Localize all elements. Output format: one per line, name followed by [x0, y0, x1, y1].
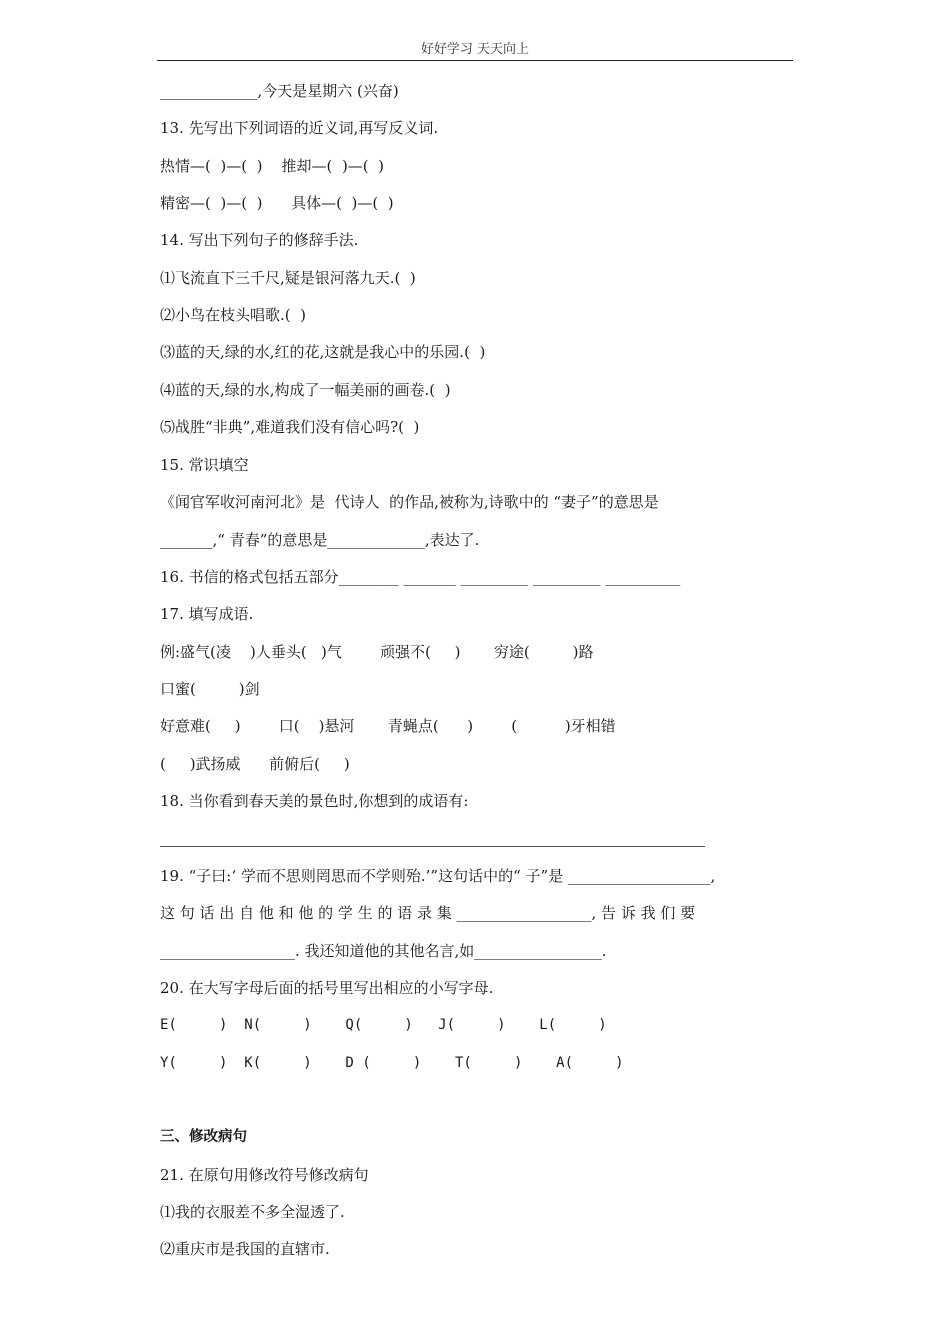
q14-item-1: ⑴飞流直下三千尺,疑是银河落九天.( ) — [160, 269, 416, 287]
question-17: 17. 填写成语. — [160, 605, 254, 623]
q17-row-3: 好意难( ) 口( )悬河 青蝇点( ) ( )牙相错 — [160, 717, 616, 735]
q17-row-2: 口蜜( )剑 — [160, 680, 260, 698]
q21-item-1: ⑴我的衣服差不多全湿透了. — [160, 1203, 345, 1221]
q15-line-2: _______,“ 青春”的意思是_____________,表达了. — [160, 531, 480, 549]
question-14: 14. 写出下列句子的修辞手法. — [160, 231, 359, 249]
q17-row-4: ( )武扬威 前俯后( ) — [160, 755, 350, 773]
section-title-3: 三、修改病句 — [160, 1129, 247, 1145]
q13-row-1: 热情—( )—( ) 推却—( )—( ) — [160, 157, 385, 175]
header-divider — [157, 60, 793, 61]
q14-item-3: ⑶蓝的天,绿的水,红的花,这就是我心中的乐园.( ) — [160, 343, 486, 361]
question-13: 13. 先写出下列词语的近义词,再写反义词. — [160, 119, 439, 137]
q20-row-1: E( ) N( ) Q( ) J( ) L( ) — [160, 1017, 607, 1033]
q14-item-4: ⑷蓝的天,绿的水,构成了一幅美丽的画卷.( ) — [160, 381, 451, 399]
q13-row-2: 精密—( )—( ) 具体—( )—( ) — [160, 194, 394, 212]
question-16: 16. 书信的格式包括五部分________ _______ _________ _________ __________ — [160, 568, 681, 586]
fill-line-saturday: _____________,今天是星期六 (兴奋) — [160, 82, 399, 100]
q17-row-1: 例:盛气(凌 )人垂头( )气 顽强不( ) 穷途( )路 — [160, 643, 594, 661]
question-21: 21. 在原句用修改符号修改病句 — [160, 1166, 369, 1184]
question-18: 18. 当你看到春天美的景色时,你想到的成语有: — [160, 792, 469, 810]
page-header: 好好学习 天天向上 — [420, 42, 530, 57]
question-19: 19. “子曰:‘ 学而不思则罔思而不学则殆.’”这句话中的“ 子”是 ___________________, — [160, 867, 716, 885]
q18-answer-line — [160, 846, 705, 847]
q19-line-3: __________________. 我还知道他的其他名言,如_________________. — [160, 942, 607, 960]
question-20: 20. 在大写字母后面的括号里写出相应的小写字母. — [160, 979, 494, 997]
q15-line-1: 《闻官军收河南河北》是 代诗人 的作品,被称为,诗歌中的 “妻子”的意思是 — [160, 493, 659, 511]
q20-row-2: Y( ) K( ) D ( ) T( ) A( ) — [160, 1055, 624, 1071]
q14-item-5: ⑸战胜“非典”,难道我们没有信心吗?( ) — [160, 418, 420, 436]
q14-item-2: ⑵小鸟在枝头唱歌.( ) — [160, 306, 307, 324]
q21-item-2: ⑵重庆市是我国的直辖市. — [160, 1240, 330, 1258]
question-15: 15. 常识填空 — [160, 456, 249, 474]
q19-line-2: 这 句 话 出 自 他 和 他 的 学 生 的 语 录 集 __________________, 告 诉 我 们 要 — [160, 904, 696, 922]
